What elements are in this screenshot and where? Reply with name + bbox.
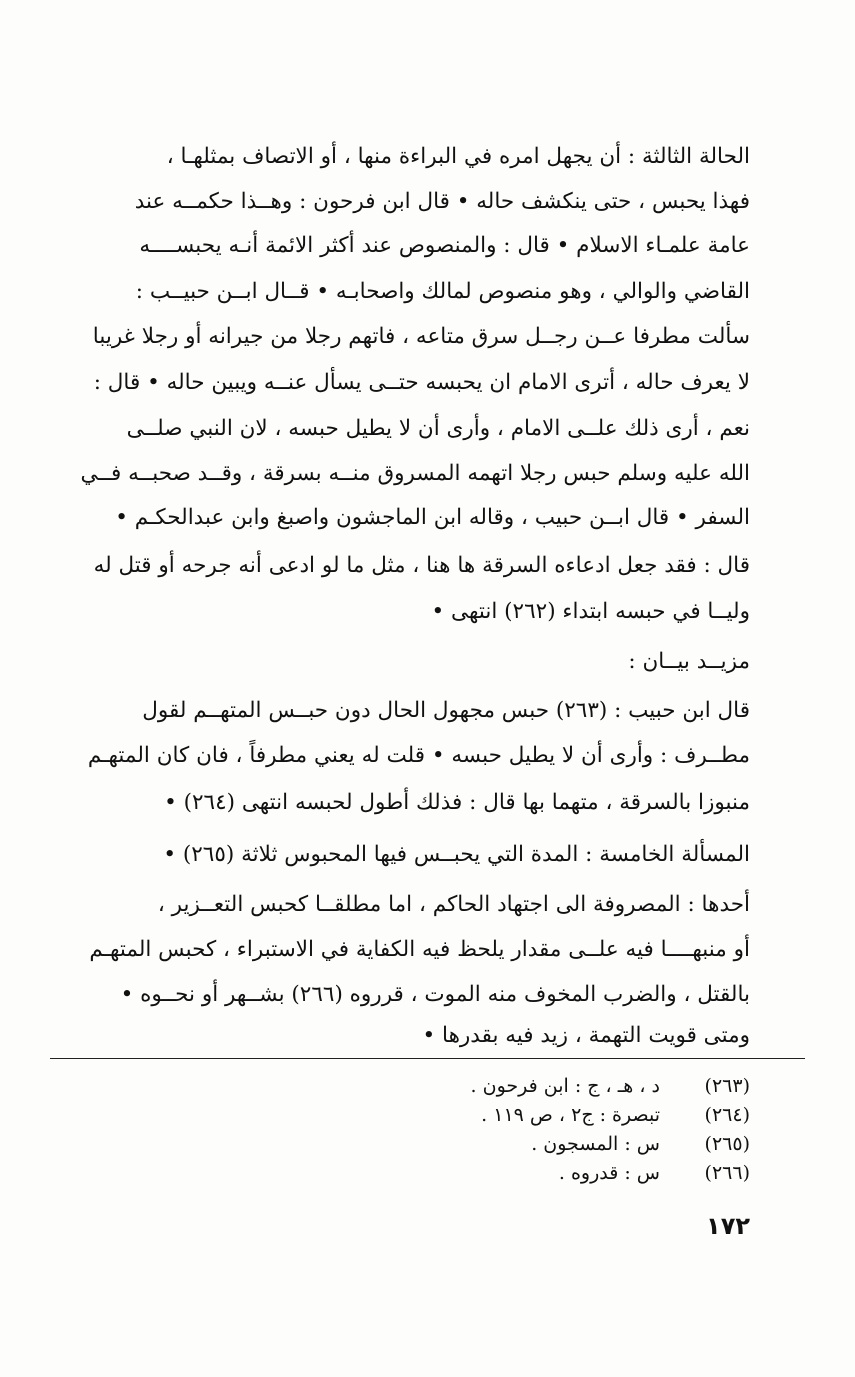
text-line: نعم ، أرى ذلك علــى الامام ، وأرى أن لا يطيل حبسه ، لان النبي صلــى xyxy=(126,416,750,441)
main-text xyxy=(45,0,750,1060)
text-line: القاضي والوالي ، وهو منصوص لمالك واصحابـه • قــال ابــن حبيــب : xyxy=(135,279,750,304)
footnote-number: (٢٦٣) xyxy=(704,1075,750,1097)
text-line: عامة علمـاء الاسلام • قال : والمنصوص عند أكثر الائمة أنـه يحبســــه xyxy=(139,233,750,258)
text-line: السفر • قال ابــن حبيب ، وقاله ابن الماجشون واصبغ وابن عبدالحكـم • xyxy=(115,505,750,530)
footnote-text: س : المسجون . xyxy=(531,1133,660,1155)
section-heading: مزيــد بيــان : xyxy=(628,649,750,674)
text-line: ومتى قويت التهمة ، زيد فيه بقدرها • xyxy=(422,1023,750,1048)
footnote-number: (٢٦٥) xyxy=(704,1133,750,1155)
footnote-number: (٢٦٤) xyxy=(704,1104,750,1126)
page-number: ١٧٢ xyxy=(706,1212,750,1240)
footnote-number: (٢٦٦) xyxy=(704,1162,750,1184)
text-line: الله عليه وسلم حبس رجلا اتهمه المسروق منــه بسرقة ، وقــد صحبــه فــي xyxy=(80,461,750,486)
text-line: سألت مطرفا عــن رجــل سرق متاعه ، فاتهم رجلا من جيرانه أو رجلا غريبا xyxy=(92,324,750,349)
text-line: بالقتل ، والضرب المخوف منه الموت ، قرروه (٢٦٦) بشــهر أو نحــوه • xyxy=(120,982,750,1007)
text-line: فهذا يحبس ، حتى ينكشف حاله • قال ابن فرحون : وهــذا حكمــه عند xyxy=(134,189,750,214)
text-line: مطــرف : وأرى أن لا يطيل حبسه • قلت له يعني مطرفاً ، فان كان المتهـم xyxy=(87,743,750,768)
text-line: منبوزا بالسرقة ، متهما بها قال : فذلك أطول لحبسه انتهى (٢٦٤) • xyxy=(164,790,750,815)
text-line: أو منبهــــا فيه علــى مقدار يلحظ فيه الكفاية في الاستبراء ، كحبس المتهـم xyxy=(89,937,750,962)
text-line: قال : فقد جعل ادعاءه السرقة ها هنا ، مثل ما لو ادعى أنه جرحه أو قتل له xyxy=(93,553,750,578)
text-line: قال ابن حبيب : (٢٦٣) حبس مجهول الحال دون حبــس المتهــم لقول xyxy=(142,698,750,723)
text-line: لا يعرف حاله ، أترى الامام ان يحبسه حتــى يسأل عنــه ويبين حاله • قال : xyxy=(93,370,750,395)
footnote xyxy=(0,1101,855,1129)
footnote xyxy=(0,1072,855,1100)
footnote-text: د ، هـ ، ج : ابن فرحون . xyxy=(470,1075,660,1097)
text-line: الحالة الثالثة : أن يجهل امره في البراءة منها ، أو الاتصاف بمثلهـا ، xyxy=(166,144,750,169)
text-line: وليــا في حبسه ابتداء (٢٦٢) انتهى • xyxy=(431,599,750,624)
footnote xyxy=(0,1130,855,1158)
footnote xyxy=(0,1159,855,1187)
footnote-text: س : قدروه . xyxy=(558,1162,660,1184)
footnote-divider xyxy=(50,1058,805,1059)
text-line: أحدها : المصروفة الى اجتهاد الحاكم ، اما مطلقــا كحبس التعــزير ، xyxy=(157,892,750,917)
text-line: المسألة الخامسة : المدة التي يحبــس فيها المحبوس ثلاثة (٢٦٥) • xyxy=(163,842,750,867)
footnote-text: تبصرة : ج٢ ، ص ١١٩ . xyxy=(481,1104,660,1126)
